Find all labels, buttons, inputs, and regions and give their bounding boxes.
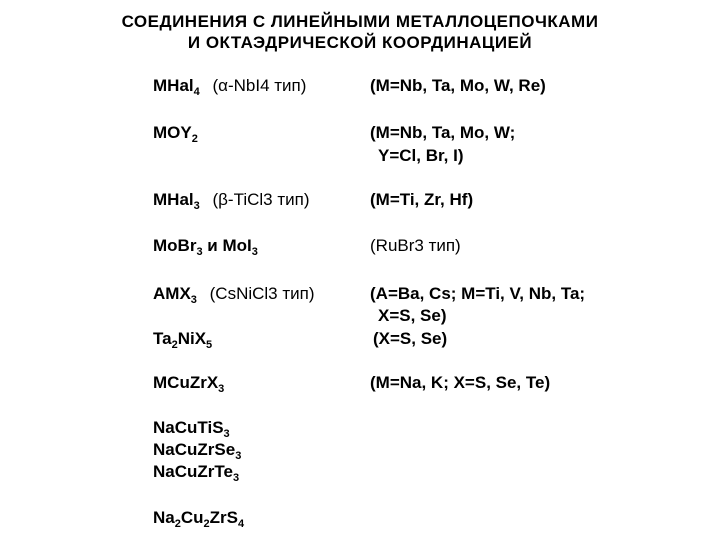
structure-type-note: (RuBr3 тип) — [370, 236, 461, 255]
formula-mobr3-moi3: MoBr$_3$ и MoI$_3$ — [153, 236, 258, 258]
condition-text: (M=Nb, Ta, Mo, W; — [370, 123, 516, 142]
formula-nacuzrse3: NaCuZrSe$_3$ — [153, 440, 242, 462]
formula-nacutis3: NaCuTiS$_3$ — [153, 418, 230, 440]
condition-text: (X=S, Se) — [373, 329, 448, 348]
condition-text: (A=Ba, Cs; M=Ti, V, Nb, Ta; — [370, 284, 586, 303]
structure-type-note: (CsNiCl3 тип) — [209, 284, 315, 303]
title-line-2: И ОКТАЭДРИЧЕСКОЙ КООРДИНАЦИЕЙ — [187, 33, 533, 52]
structure-type-note: (β-TiCl3 тип) — [212, 190, 310, 209]
formula-nacuzrte3: NaCuZrTe$_3$ — [153, 462, 240, 484]
formula-na2cu2zrs4: $Na_2Cu_2ZrS_4$ — [153, 508, 245, 530]
structure-type-note: (α-NbI4 тип) — [212, 76, 307, 95]
condition-text: X=S, Se) — [378, 306, 447, 325]
formula-ta2nix5: $Ta_2NiX_5$ — [153, 329, 213, 351]
condition-text: Y=Cl, Br, I) — [378, 146, 464, 165]
formula-amx3: $AMX_3$ (CsNiCl3 тип) — [153, 284, 315, 306]
condition-text: (M=Nb, Ta, Mo, W, Re) — [370, 76, 546, 95]
formula-mcuzrx3: MCuZrX$_3$ — [153, 373, 225, 395]
formula-mhal4: MHal$_4$ (α-NbI4 тип) — [153, 76, 307, 98]
title-line-1: СОЕДИНЕНИЯ С ЛИНЕЙНЫМИ МЕТАЛЛОЦЕПОЧКАМИ — [121, 12, 599, 31]
condition-text: (M=Na, K; X=S, Se, Te) — [370, 373, 551, 392]
condition-text: (M=Ti, Zr, Hf) — [370, 190, 474, 209]
formula-mhal3: MHal$_3$ (β-TiCl3 тип) — [153, 190, 310, 212]
formula-moy2: $MOY_2$ — [153, 123, 198, 145]
